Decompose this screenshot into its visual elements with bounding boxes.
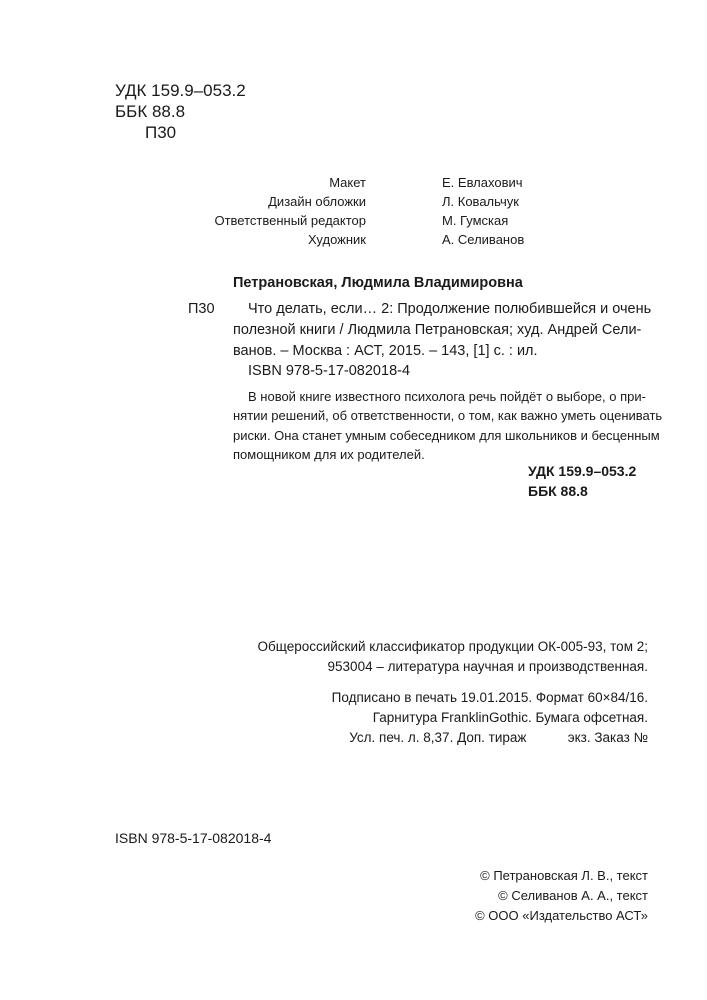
okp-line: Общероссийский классификатор продукции ОК-005-93, том 2; [257,639,648,654]
copyright-line: © Селиванов А. А., текст [498,888,648,903]
catalog-bbk: ББК 88.8 [528,483,588,499]
credit-name: М. Гумская [442,213,509,228]
credit-role: Макет [329,175,366,190]
credit-row [200,192,540,211]
credit-row [200,173,540,192]
print-info-line: Усл. печ. л. 8,37. Доп. тираж экз. Заказ № [349,730,648,745]
catalog-isbn: ISBN 978-5-17-082018-4 [248,363,411,379]
bbk-code: ББК 88.8 [115,102,186,121]
credit-row [200,230,540,249]
isbn-bottom: ISBN 978-5-17-082018-4 [115,830,272,846]
credits-block [200,173,540,249]
catalog-author: Петрановская, Людмила Владимировна [233,275,523,291]
catalog-cutter: П30 [188,301,215,317]
cutter-code: П30 [145,123,177,142]
catalog-description-line: ванов. – Москва : АСТ, 2015. – 143, [1] с. : ил. [233,343,538,359]
annotation-line: риски. Она станет умным собеседником для школьников и бесценным [233,428,660,443]
udk-code: УДК 159.9–053.2 [115,81,246,100]
catalog-udk: УДК 159.9–053.2 [528,463,637,479]
credit-role: Дизайн обложки [268,194,366,209]
print-info-line: Гарнитура FranklinGothic. Бумага офсетная. [372,710,648,725]
copyright-line: © ООО «Издательство АСТ» [475,908,648,923]
annotation-line: В новой книге известного психолога речь пойдёт о выборе, о при- [248,389,646,404]
credit-name: Е. Евлахович [442,175,523,190]
catalog-description-line: полезной книги / Людмила Петрановская; худ. Андрей Сели- [233,322,642,338]
annotation-line: помощником для их родителей. [233,447,425,462]
okp-line: 953004 – литература научная и производственная. [327,659,648,674]
credit-name: А. Селиванов [442,232,525,247]
print-info-line: Подписано в печать 19.01.2015. Формат 60×84/16. [331,690,648,705]
credit-row [200,211,540,230]
credit-role: Художник [308,232,366,247]
annotation-line: нятии решений, об ответственности, о том, как важно уметь оценивать [233,408,663,423]
copyright-line: © Петрановская Л. В., текст [480,868,648,883]
credit-role: Ответственный редактор [214,213,366,228]
catalog-description-line: Что делать, если… 2: Продолжение полюбившейся и очень [248,301,652,317]
credit-name: Л. Ковальчук [442,194,519,209]
